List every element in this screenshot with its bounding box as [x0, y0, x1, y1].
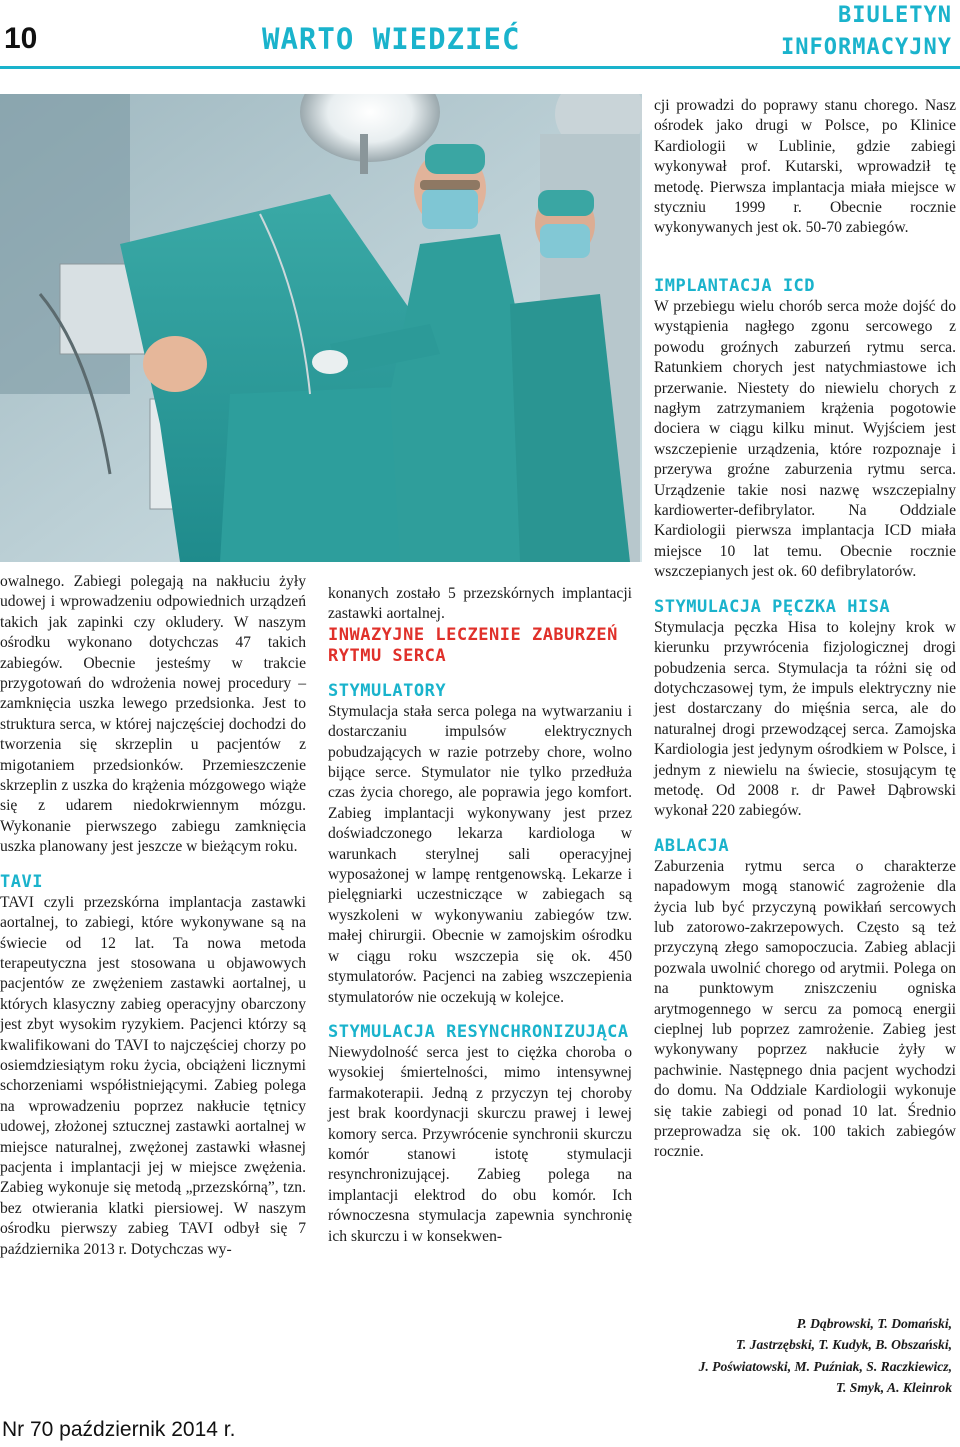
issue-footer: Nr 70 październik 2014 r.: [2, 1418, 236, 1441]
intro-paragraph: owalnego. Zabiegi polegają na nakłuciu żyły udowej i wprowadzeniu odpowiednich urządzeń takich jak zapinki czy okludery. W naszym ośrodku wykonano dotychczas 47 takich zabiegów. Obecnie jesteśmy w trakcie przygotowań do wdrożenia nowej procedury – zamknięcia uszka lewego przedsionka. Jest to struktura serca, w której najczęściej dochodzi do tworzenia się skrzeplin u pacjentów z migotaniem przedsionków. Przemieszczenie skrzeplin z uszka do krążenia mózgowego wiąże się z udarem niedokrwiennym mózgu. Wykonanie pierwszego zabiegu zamknięcia uszka planowany jest jeszcze w bieżącym roku.: [0, 573, 306, 856]
ablation-paragraph: Zaburzenia rytmu serca o charakterze napadowym mogą stanowić zagrożenie dla życia lub być przyczyną powikłań sercowych lub zatorowo-zakrzepowych. Często są też przyczyną złego samopoczucia. Zabieg ablacji pozwala uwolnić chorego od arytmii. Polega on na punktowym zniszczeniu ogniska arytmogennego w sercu za pomocą energii cieplnej lub poprzez zamrożenie. Zabieg jest wykonywany poprzez nakłucie żyły w pachwinie. Następnego dnia pacjent wychodzi do domu. Na Oddziale Kardiologii wykonuje się takie zabiegi od ponad 10 lat. Średnio przeprowadza się ok. 100 takich zabiegów rocznie.: [654, 857, 956, 1161]
heading-tavi: TAVI: [0, 871, 43, 892]
tavi-continued-paragraph: konanych zostało 5 przezskórnych implantacji zastawki aortalnej.: [328, 585, 632, 623]
tavi-paragraph: TAVI czyli przezskórna implantacja zastawki aortalnej, to zabiegi, które wykonywane są na świecie od 12 lat. Ta nowa metoda terapeutyczna jest stosowana u objawowych pacjentów ze zwężeniem zastawki aortalnej, u których klasyczny zabieg operacyjny obarczony jest zbyt wysokim ryzykiem. Pacjenci którzy są kwalifikowani do TAVI to najczęściej chorzy po osiemdziesiątym roku życia, obciążeni licznymi schorzeniami współistniejącymi. Zabieg polega na wprowadzeniu poprzez nakłucie tętnicy udowej, złożonej sztucznej zastawki aortalnej w miejsce naturalnej, zwężonej zastawki własnej pacjenta i implantacji jej w miejsce zwężenia. Zabieg wykonuje się metodą „przezskórną”, tzn. bez otwierania klatki piersiowej. W naszym ośrodku pierwszy zabieg TAVI odbył się 7 października 2013 r. Dotychczas wy-: [0, 893, 306, 1258]
his-bundle-paragraph: Stymulacja pęczka Hisa to kolejny krok w kierunku przywrócenia fizjologicznej drogi pobudzenia serca. Stymulacja ta różni się od dotychczasowej tym, że impuls elektryczny nie jest dostarczany do mięśnia serca, ale do naturalnej drogi przewodzącej serca. Zamojska Kardiologia jest jedynym ośrodkiem w Polsce, i jednym z niewielu na świecie, stosującym tę metodę. Od 2008 r. dr Paweł Dąbrowski wykonał 220 zabiegów.: [654, 618, 956, 820]
publication-name: [781, 0, 952, 64]
heading-icd: IMPLANTACJA ICD: [654, 276, 816, 296]
publication-name-line1: BIULETYN: [838, 3, 952, 28]
heading-pacemakers: STYMULATORY: [328, 680, 447, 701]
heading-his-bundle: STYMULACJA PĘCZKA HISA: [654, 596, 891, 617]
authors-line: T. Jastrzębski, T. Kudyk, B. Obszański,: [735, 1337, 952, 1353]
icd-paragraph: W przebiegu wielu chorób serca może dojść do wystąpienia nagłego zgonu sercowego z powodu groźnych zaburzeń rytmu serca. Ratunkiem chorych jest natychmiastowe ich przerwanie. Niestety do niewielu chorych z nagłym zatrzymaniem krążenia pogotowie dociera w ciągu kilku minut. Wyjściem jest wszczepienie urządzenia, które rozpoznaje i przerywa groźne zaburzenia rytmu serca. Urządzenie takie nosi nazwę wszczepialny kardiowerter-defibrylator. Na Oddziale Kardiologii pierwsza implantacja ICD miała miejsce 10 lat temu. Obecnie rocznie wszczepianych jest ok. 60 defibrylatorów.: [654, 298, 956, 581]
column-3: [654, 276, 956, 1163]
heading-ablation: ABLACJA: [654, 835, 730, 856]
column-3-top: [654, 96, 956, 239]
column-1: [0, 572, 306, 1260]
authors-line: T. Smyk, A. Kleinrok: [835, 1380, 952, 1396]
header-rule: [0, 66, 960, 69]
resynchronization-continued-paragraph: cji prowadzi do poprawy stanu chorego. Nasz ośrodek jako drugi w Polsce, po Klinice Kardiologii w Lublinie, gdzie zabiegi wykonywał prof. Kutarski, wprowadził tę metodę. Pierwsza implantacja miała miejsce w styczniu 1999 r. Obecnie rocznie wykonywanych jest ok. 50-70 zabiegów.: [654, 97, 956, 237]
heading-resynchronization: STYMULACJA RESYNCHRONIZUJĄCA: [328, 1021, 629, 1042]
authors: [652, 1313, 952, 1399]
authors-line: J. Poświatowski, M. Puźniak, S. Raczkiewicz,: [698, 1358, 952, 1374]
operating-room-photo: [0, 94, 642, 562]
heading-invasive-treatment: INWAZYJNE LECZENIE ZABURZEŃ RYTMU SERCA: [328, 624, 618, 666]
resynchronization-paragraph: Niewydolność serca jest to ciężka choroba o wysokiej śmiertelności, mimo intensywnej farmakoterapii. Jedną z przyczyn tej choroby jest brak koordynacji skurczu prawej i lewej komory serca. Przywrócenie synchronii skurczu komór stanowi istotę stymulacji resynchronizującej. Zabieg polega na implantacji elektrod do obu komór. Ich równoczesna stymulacja zapewnia synchronię ich skurczu i w konsekwen-: [328, 1043, 632, 1245]
section-title: WARTO WIEDZIEĆ: [262, 22, 521, 56]
authors-line: P. Dąbrowski, T. Domański,: [796, 1316, 952, 1331]
publication-name-line2: INFORMACYJNY: [781, 35, 952, 60]
column-2: [328, 584, 632, 1247]
pacemakers-paragraph: Stymulacja stała serca polega na wytwarzaniu i dostarczaniu impulsów elektrycznych pobudzających w razie potrzeby chore, wolno bijące serce. Stymulator nie tylko przedłuża czas życia chorego, ale poprawia jego komfort. Zabieg implantacji wykonywany jest przez doświadczonego lekarza kardiologa w warunkach sterylnej sali operacyjnej wyposażonej w lampę rentgenowską. Lekarze i pielęgniarki uczestniczące w zabiegach są wyszkoleni w wykonywaniu zabiegów tzw. małej chirurgii. Obecnie w zamojskim ośrodku w ciągu roku wszczepia się ok. 450 stymulatorów. Pacjenci na zabieg wszczepienia stymulatorów nie oczekują w kolejce.: [328, 702, 632, 1006]
page-number: 10: [4, 22, 38, 55]
